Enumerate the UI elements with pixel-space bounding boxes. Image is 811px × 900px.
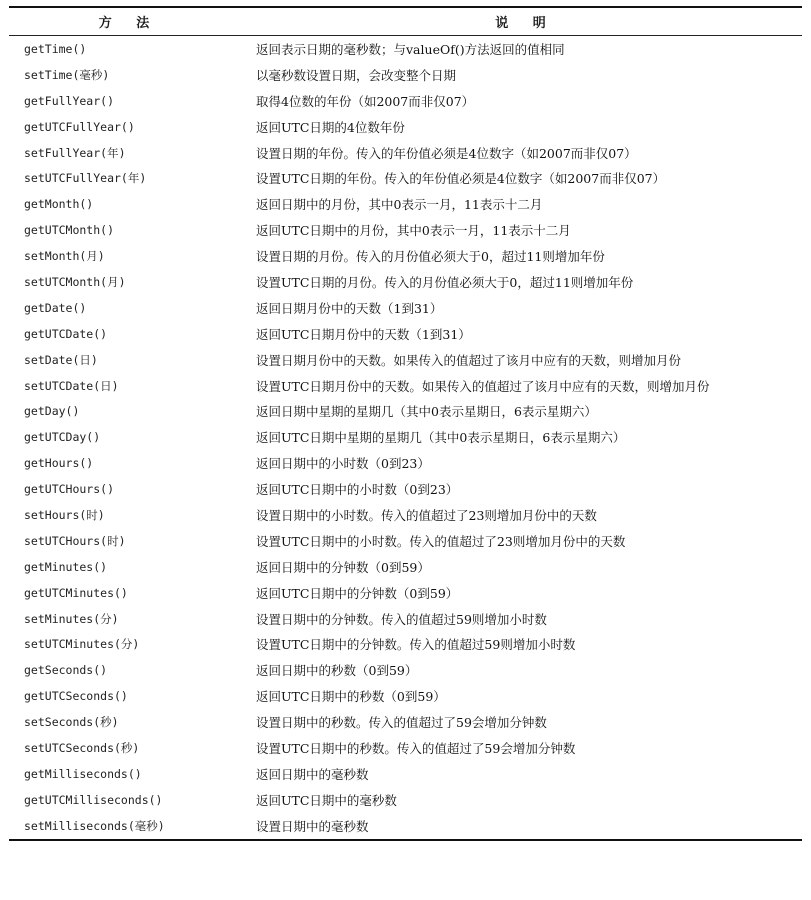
method-description: 返回日期月份中的天数（1到31）: [256, 300, 443, 316]
method-description: 返回日期中的秒数（0到59）: [256, 663, 418, 679]
method-name: setTime(毫秒): [24, 67, 110, 82]
header-method: 方 法: [9, 7, 249, 36]
method-name: setDate(日): [24, 352, 98, 367]
method-description: 返回UTC日期中的月份，其中0表示一月，11表示十二月: [256, 223, 571, 239]
header-row: [9, 7, 802, 36]
table-row: [9, 191, 802, 217]
method-description: 返回UTC日期中的毫秒数: [256, 792, 397, 808]
table-row: [9, 424, 802, 450]
method-description: 设置日期中的分钟数。传入的值超过59则增加小时数: [256, 611, 547, 627]
table-row: [9, 398, 802, 424]
method-name: setUTCMonth(月): [24, 274, 126, 289]
method-name: getUTCMilliseconds(): [24, 792, 163, 807]
method-name: setMonth(月): [24, 249, 105, 264]
method-name: getFullYear(): [24, 93, 115, 108]
method-name: getDate(): [24, 300, 87, 315]
method-name: getMilliseconds(): [24, 766, 142, 781]
method-name: setUTCDate(日): [24, 378, 119, 393]
method-description: 设置UTC日期中的小时数。传入的值超过了23则增加月份中的天数: [256, 533, 626, 549]
method-name: setMilliseconds(毫秒): [9, 813, 249, 840]
method-name: getUTCMonth(): [24, 223, 115, 238]
method-name: getTime(): [24, 41, 87, 56]
method-description: 设置日期的月份。传入的月份值必须大于0，超过11则增加年份: [256, 249, 605, 265]
method-name: setMinutes(分): [24, 611, 119, 626]
table-row: [9, 450, 802, 476]
method-name: getUTCMinutes(): [24, 585, 128, 600]
method-name: setFullYear(年): [24, 145, 126, 160]
table-row: [9, 321, 802, 347]
method-name: getUTCFullYear(): [24, 119, 135, 134]
method-name: setUTCMinutes(分): [24, 637, 140, 652]
table-row: [9, 476, 802, 502]
method-description: 返回UTC日期的4位数年份: [256, 119, 405, 135]
method-description: 返回UTC日期中的秒数（0到59）: [256, 689, 446, 705]
table-row: [9, 217, 802, 243]
header-description: 说 明: [249, 7, 802, 36]
table-row: [9, 657, 802, 683]
method-description: 设置UTC日期的月份。传入的月份值必须大于0，超过11则增加年份: [256, 274, 634, 290]
method-description: 以毫秒数设置日期，会改变整个日期: [256, 67, 457, 83]
table-row: [9, 114, 802, 140]
table-header: [9, 7, 802, 36]
method-description: 设置UTC日期中的分钟数。传入的值超过59则增加小时数: [256, 637, 576, 653]
method-name: getUTCDay(): [24, 430, 101, 445]
table-row: [9, 683, 802, 709]
method-name: getDay(): [24, 404, 80, 419]
table-row: [9, 347, 802, 373]
method-name: getHours(): [24, 456, 94, 471]
method-name: getSeconds(): [24, 663, 108, 678]
method-description: 返回日期中的分钟数（0到59）: [256, 559, 430, 575]
table-row: [9, 709, 802, 735]
method-description: 返回UTC日期中的分钟数（0到59）: [256, 585, 459, 601]
table-row: [9, 373, 802, 399]
table-row: [9, 528, 802, 554]
method-description: 返回UTC日期月份中的天数（1到31）: [256, 326, 471, 342]
table-row: [9, 606, 802, 632]
table-row: [9, 813, 802, 840]
method-description: 设置日期月份中的天数。如果传入的值超过了该月中应有的天数，则增加月份: [256, 352, 682, 368]
method-name: setSeconds(秒): [24, 715, 119, 730]
method-name: getUTCHours(): [24, 482, 115, 497]
table-row: [9, 269, 802, 295]
method-name: getMonth(): [24, 197, 94, 212]
method-description: 设置日期中的秒数。传入的值超过了59会增加分钟数: [256, 715, 547, 731]
method-description: 返回日期中的小时数（0到23）: [256, 456, 430, 472]
method-description: 设置日期的年份。传入的年份值必须是4位数字（如2007而非仅07）: [256, 145, 637, 161]
method-description: 返回UTC日期中星期的星期几（其中0表示星期日，6表示星期六）: [256, 430, 626, 446]
method-description: 设置UTC日期的年份。传入的年份值必须是4位数字（如2007而非仅07）: [256, 171, 666, 187]
method-description: 设置日期中的毫秒数: [249, 813, 802, 840]
table-row: [9, 735, 802, 761]
method-description: 返回日期中的毫秒数: [256, 766, 369, 782]
method-description: 设置日期中的小时数。传入的值超过了23则增加月份中的天数: [256, 507, 597, 523]
table-row: [9, 295, 802, 321]
method-name: setUTCFullYear(年): [24, 171, 147, 186]
method-description: 返回UTC日期中的小时数（0到23）: [256, 482, 459, 498]
table-row: [9, 165, 802, 191]
table-row: [9, 580, 802, 606]
table-row: [9, 243, 802, 269]
method-name: getUTCDate(): [24, 326, 108, 341]
method-description: 返回日期中的月份，其中0表示一月，11表示十二月: [256, 197, 543, 213]
table-row: [9, 140, 802, 166]
method-description: 返回表示日期的毫秒数；与valueOf()方法返回的值相同: [256, 41, 565, 57]
table-body: [9, 36, 802, 840]
table-row: [9, 761, 802, 787]
date-methods-table: [9, 6, 802, 841]
method-description: 返回日期中星期的星期几（其中0表示星期日，6表示星期六）: [256, 404, 597, 420]
table-row: [9, 36, 802, 62]
table-row: [9, 88, 802, 114]
table-row: [9, 62, 802, 88]
table-row: [9, 502, 802, 528]
method-name: getMinutes(): [24, 559, 108, 574]
table-row: [9, 787, 802, 813]
method-description: 取得4位数的年份（如2007而非仅07）: [256, 93, 475, 109]
method-name: setHours(时): [24, 507, 105, 522]
table-row: [9, 554, 802, 580]
table-row: [9, 631, 802, 657]
method-name: getUTCSeconds(): [24, 689, 128, 704]
method-description: 设置UTC日期中的秒数。传入的值超过了59会增加分钟数: [256, 740, 576, 756]
method-name: setUTCHours(时): [24, 533, 126, 548]
method-description: 设置UTC日期月份中的天数。如果传入的值超过了该月中应有的天数，则增加月份: [256, 378, 710, 394]
method-name: setUTCSeconds(秒): [24, 740, 140, 755]
